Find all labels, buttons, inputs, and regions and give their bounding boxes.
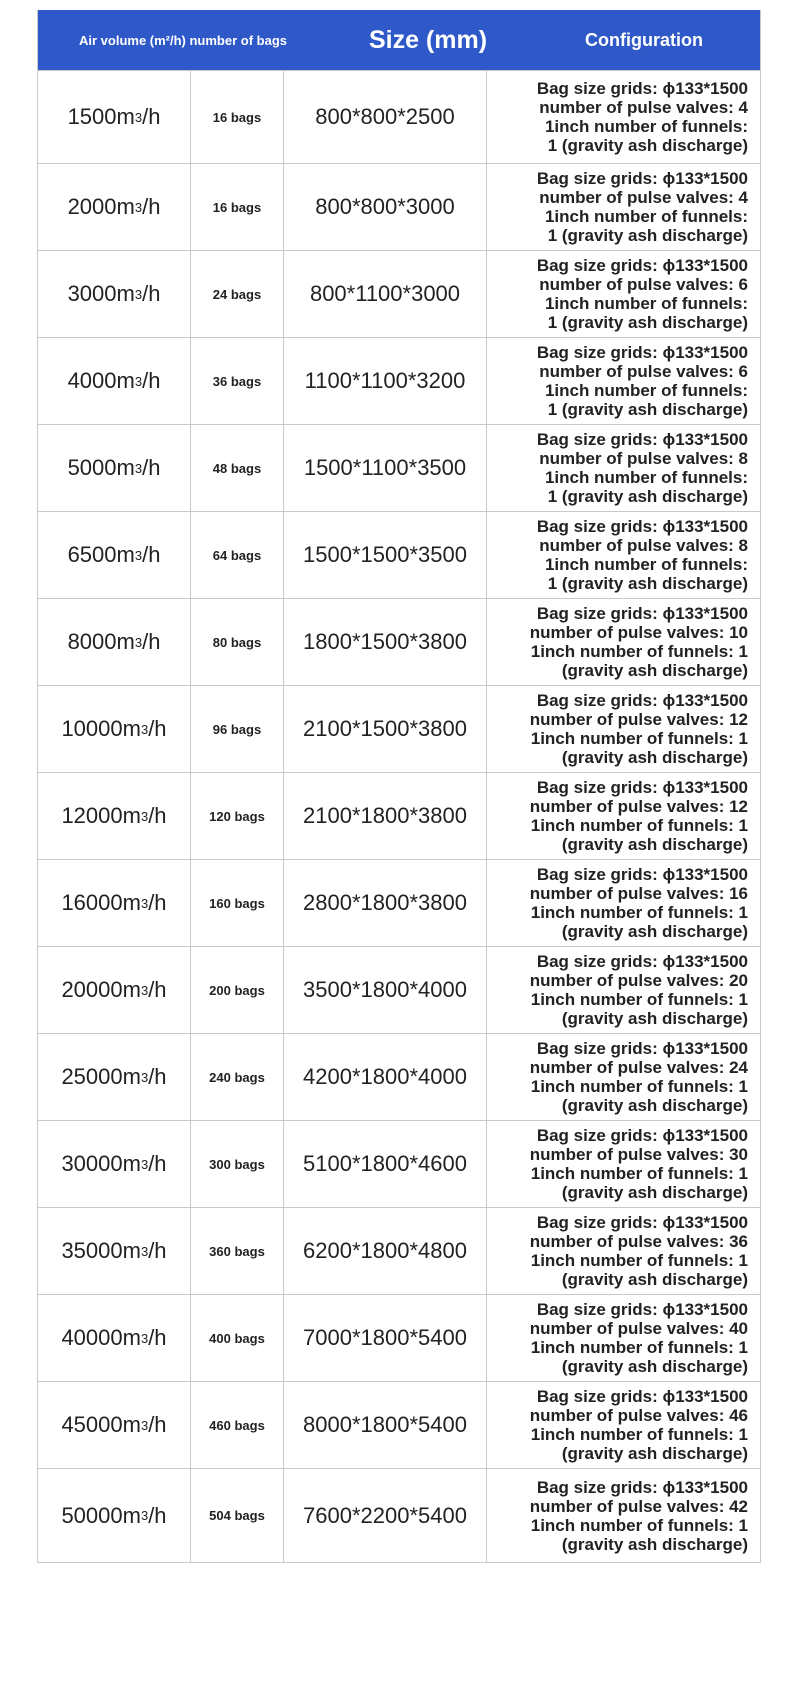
size-cell: 6200*1800*4800 [283, 1208, 486, 1294]
table-header [38, 10, 760, 70]
air-volume-cell [38, 1469, 190, 1562]
per-hour-suffix: /h [148, 1502, 167, 1528]
air-volume-value: 20000m [61, 977, 141, 1002]
table-row [38, 598, 760, 685]
configuration-cell: Bag size grids: ϕ133*1500 number of pulse valves: 40 1inch number of funnels: 1 (gravity ash discharge) [486, 1295, 760, 1381]
air-volume-cell [38, 1034, 190, 1120]
size-cell: 1800*1500*3800 [283, 599, 486, 685]
per-hour-suffix: /h [142, 542, 161, 567]
per-hour-suffix: /h [148, 803, 167, 828]
configuration-cell: Bag size grids: ϕ133*1500 number of pulse valves: 46 1inch number of funnels: 1 (gravity ash discharge) [486, 1382, 760, 1468]
configuration-cell: Bag size grids: ϕ133*1500 number of pulse valves: 36 1inch number of funnels: 1 (gravity ash discharge) [486, 1208, 760, 1294]
configuration-cell: Bag size grids: ϕ133*1500 number of pulse valves: 6 1inch number of funnels: 1 (gravity ash discharge) [486, 251, 760, 337]
per-hour-suffix: /h [148, 890, 167, 915]
configuration-cell: Bag size grids: ϕ133*1500 number of pulse valves: 8 1inch number of funnels: 1 (gravity ash discharge) [486, 512, 760, 598]
air-volume-value: 50000m [61, 1502, 141, 1528]
bag-count-cell: 504 bags [190, 1469, 283, 1562]
bag-count-cell: 120 bags [190, 773, 283, 859]
cubic-superscript: 3 [140, 982, 149, 998]
air-volume-value: 1500m [67, 104, 135, 129]
per-hour-suffix: /h [148, 1064, 167, 1089]
air-volume-cell [38, 1295, 190, 1381]
per-hour-suffix: /h [148, 716, 167, 741]
configuration-cell: Bag size grids: ϕ133*1500 number of pulse valves: 4 1inch number of funnels: 1 (gravity ash discharge) [486, 164, 760, 250]
air-volume-value: 16000m [61, 890, 141, 915]
bag-count-cell: 96 bags [190, 686, 283, 772]
per-hour-suffix: /h [142, 194, 161, 219]
air-volume-cell [38, 1121, 190, 1207]
air-volume-value: 45000m [61, 1412, 141, 1437]
cubic-superscript: 3 [140, 721, 149, 737]
size-cell: 800*800*3000 [283, 164, 486, 250]
bag-count-cell: 240 bags [190, 1034, 283, 1120]
air-volume-value: 3000m [67, 281, 135, 306]
header-air-volume-bags: Air volume (m²/h) number of bags [78, 32, 287, 48]
table-row [38, 1468, 760, 1562]
cubic-superscript: 3 [134, 199, 143, 215]
cubic-superscript: 3 [134, 373, 143, 389]
configuration-cell: Bag size grids: ϕ133*1500 number of pulse valves: 16 1inch number of funnels: 1 (gravity ash discharge) [486, 860, 760, 946]
size-cell: 2100*1500*3800 [283, 686, 486, 772]
bag-count-cell: 16 bags [190, 164, 283, 250]
cubic-superscript: 3 [134, 109, 143, 125]
bag-count-cell: 64 bags [190, 512, 283, 598]
cubic-superscript: 3 [134, 547, 143, 563]
air-volume-cell [38, 599, 190, 685]
table-row [38, 70, 760, 163]
configuration-cell: Bag size grids: ϕ133*1500 number of pulse valves: 20 1inch number of funnels: 1 (gravity ash discharge) [486, 947, 760, 1033]
configuration-cell: Bag size grids: ϕ133*1500 number of pulse valves: 6 1inch number of funnels: 1 (gravity ash discharge) [486, 338, 760, 424]
air-volume-cell [38, 512, 190, 598]
air-volume-value: 35000m [61, 1238, 141, 1263]
size-cell: 7000*1800*5400 [283, 1295, 486, 1381]
air-volume-cell [38, 1382, 190, 1468]
header-configuration: Configuration [585, 29, 703, 50]
size-cell: 5100*1800*4600 [283, 1121, 486, 1207]
air-volume-cell [38, 164, 190, 250]
cubic-superscript: 3 [140, 1243, 149, 1259]
air-volume-value: 6500m [67, 542, 135, 567]
air-volume-cell [38, 425, 190, 511]
cubic-superscript: 3 [140, 1069, 149, 1085]
air-volume-value: 25000m [61, 1064, 141, 1089]
bag-count-cell: 16 bags [190, 71, 283, 163]
air-volume-cell [38, 338, 190, 424]
configuration-cell: Bag size grids: ϕ133*1500 number of pulse valves: 30 1inch number of funnels: 1 (gravity ash discharge) [486, 1121, 760, 1207]
per-hour-suffix: /h [142, 281, 161, 306]
cubic-superscript: 3 [140, 808, 149, 824]
per-hour-suffix: /h [148, 1151, 167, 1176]
configuration-cell: Bag size grids: ϕ133*1500 number of pulse valves: 12 1inch number of funnels: 1 (gravity ash discharge) [486, 686, 760, 772]
cubic-superscript: 3 [134, 286, 143, 302]
size-cell: 800*800*2500 [283, 71, 486, 163]
table-row [38, 337, 760, 424]
bag-count-cell: 460 bags [190, 1382, 283, 1468]
size-cell: 1500*1100*3500 [283, 425, 486, 511]
air-volume-value: 8000m [67, 629, 135, 654]
bag-count-cell: 360 bags [190, 1208, 283, 1294]
size-cell: 2100*1800*3800 [283, 773, 486, 859]
header-size: Size (mm) [368, 25, 488, 54]
table-row [38, 1381, 760, 1468]
air-volume-value: 5000m [67, 455, 135, 480]
air-volume-cell [38, 251, 190, 337]
air-volume-cell [38, 773, 190, 859]
table-row [38, 511, 760, 598]
size-cell: 7600*2200*5400 [283, 1469, 486, 1562]
table-row [38, 424, 760, 511]
table-row [38, 946, 760, 1033]
size-cell: 2800*1800*3800 [283, 860, 486, 946]
cubic-superscript: 3 [140, 1417, 149, 1433]
cubic-superscript: 3 [140, 895, 149, 911]
table-row [38, 1033, 760, 1120]
table-row [38, 1294, 760, 1381]
air-volume-cell [38, 860, 190, 946]
bag-count-cell: 400 bags [190, 1295, 283, 1381]
per-hour-suffix: /h [148, 1325, 167, 1350]
size-cell: 1100*1100*3200 [283, 338, 486, 424]
configuration-cell: Bag size grids: ϕ133*1500 number of pulse valves: 10 1inch number of funnels: 1 (gravity ash discharge) [486, 599, 760, 685]
configuration-cell: Bag size grids: ϕ133*1500 number of pulse valves: 24 1inch number of funnels: 1 (gravity ash discharge) [486, 1034, 760, 1120]
per-hour-suffix: /h [148, 977, 167, 1002]
size-cell: 800*1100*3000 [283, 251, 486, 337]
air-volume-value: 30000m [61, 1151, 141, 1176]
cubic-superscript: 3 [140, 1508, 149, 1523]
per-hour-suffix: /h [148, 1238, 167, 1263]
table-body [38, 70, 760, 1562]
size-cell: 3500*1800*4000 [283, 947, 486, 1033]
air-volume-value: 12000m [61, 803, 141, 828]
air-volume-value: 4000m [67, 368, 135, 393]
air-volume-cell [38, 686, 190, 772]
table-row [38, 250, 760, 337]
cubic-superscript: 3 [134, 460, 143, 476]
per-hour-suffix: /h [142, 629, 161, 654]
bag-count-cell: 80 bags [190, 599, 283, 685]
table-row [38, 1207, 760, 1294]
bag-count-cell: 200 bags [190, 947, 283, 1033]
table-row [38, 772, 760, 859]
table-row [38, 685, 760, 772]
size-cell: 8000*1800*5400 [283, 1382, 486, 1468]
bag-count-cell: 48 bags [190, 425, 283, 511]
configuration-cell: Bag size grids: ϕ133*1500 number of pulse valves: 42 1inch number of funnels: 1 (gravity ash discharge) [486, 1469, 760, 1562]
table-row [38, 1120, 760, 1207]
cubic-superscript: 3 [140, 1330, 149, 1346]
air-volume-value: 40000m [61, 1325, 141, 1350]
air-volume-cell [38, 947, 190, 1033]
size-cell: 1500*1500*3500 [283, 512, 486, 598]
spec-table [37, 10, 761, 1563]
configuration-cell: Bag size grids: ϕ133*1500 number of pulse valves: 4 1inch number of funnels: 1 (gravity ash discharge) [486, 71, 760, 163]
air-volume-cell [38, 1208, 190, 1294]
bag-count-cell: 36 bags [190, 338, 283, 424]
per-hour-suffix: /h [148, 1412, 167, 1437]
bag-count-cell: 24 bags [190, 251, 283, 337]
air-volume-value: 2000m [67, 194, 135, 219]
table-row [38, 859, 760, 946]
bag-count-cell: 160 bags [190, 860, 283, 946]
cubic-superscript: 3 [140, 1156, 149, 1172]
configuration-cell: Bag size grids: ϕ133*1500 number of pulse valves: 8 1inch number of funnels: 1 (gravity ash discharge) [486, 425, 760, 511]
air-volume-value: 10000m [61, 716, 141, 741]
table-row [38, 163, 760, 250]
configuration-cell: Bag size grids: ϕ133*1500 number of pulse valves: 12 1inch number of funnels: 1 (gravity ash discharge) [486, 773, 760, 859]
per-hour-suffix: /h [142, 104, 161, 129]
cubic-superscript: 3 [134, 634, 143, 650]
air-volume-cell [38, 71, 190, 163]
per-hour-suffix: /h [142, 455, 161, 480]
per-hour-suffix: /h [142, 368, 161, 393]
size-cell: 4200*1800*4000 [283, 1034, 486, 1120]
bag-count-cell: 300 bags [190, 1121, 283, 1207]
